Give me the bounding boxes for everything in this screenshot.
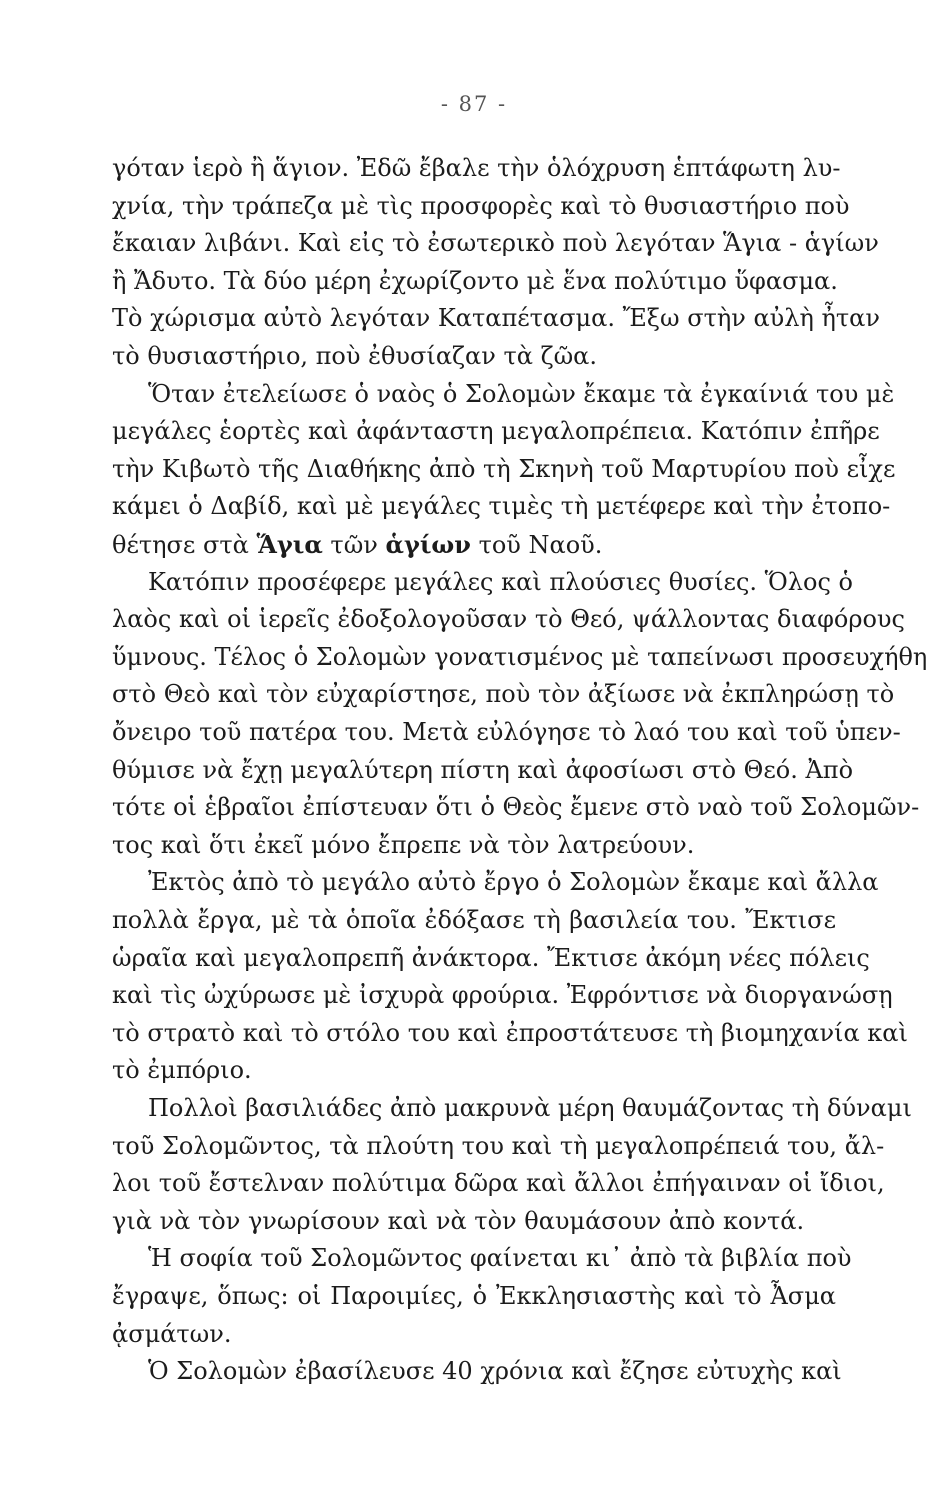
text-line: γιὰ νὰ τὸν γνωρίσουν καὶ νὰ τὸν θαυμάσουν ἀπὸ κοντά. [112,1206,805,1235]
text-line: καὶ τὶς ὠχύρωσε μὲ ἰσχυρὰ φρούρια. Ἐφρόντισε νὰ διοργανώσῃ [112,981,893,1010]
text-line: ὄνειρο τοῦ πατέρα του. Μετὰ εὐλόγησε τὸ λαό του καὶ τοῦ ὑπεν- [112,718,901,746]
text-line: Ἐκτὸς ἀπὸ τὸ μεγάλο αὐτὸ ἔργο ὁ Σολομὼν ἔκαμε καὶ ἄλλα [148,868,879,897]
text-line: ἢ Ἄδυτο. Τὰ δύο μέρη ἐχωρίζοντο μὲ ἕνα πολύτιμο ὕφασμα. [112,266,838,295]
bold-term: ἁγίων [385,530,471,559]
text-line: Πολλοὶ βασιλιάδες ἀπὸ μακρυνὰ μέρη θαυμάζοντας τὴ δύναμι [148,1094,912,1122]
text-line: ὡραῖα καὶ μεγαλοπρεπῆ ἀνάκτορα. Ἔκτισε ἀκόμη νέες πόλεις [112,943,870,972]
text-line: ὕμνους. Τέλος ὁ Σολομὼν γονατισμένος μὲ ταπείνωσι προσευχήθη [112,642,928,671]
text-line: τοῦ Σολομῶντος, τὰ πλούτη του καὶ τὴ μεγαλοπρέπειά του, ἄλ- [112,1131,885,1160]
text-line: ἔκαιαν λιβάνι. Καὶ εἰς τὸ ἐσωτερικὸ ποὺ λεγόταν Ἅγια - ἁγίων [112,229,879,258]
text-line: τότε οἱ ἑβραῖοι ἐπίστευαν ὅτι ὁ Θεὸς ἔμενε στὸ ναὸ τοῦ Σολομῶν- [112,793,920,822]
text-line: τὴν Κιβωτὸ τῆς Διαθήκης ἀπὸ τὴ Σκηνὴ τοῦ Μαρτυρίου ποὺ εἶχε [112,454,896,483]
text-line: τὸ ἐμπόριο. [112,1056,252,1085]
text-line: τος καὶ ὅτι ἐκεῖ μόνο ἔπρεπε νὰ τὸν λατρεύουν. [112,830,695,859]
text-line: Κατόπιν προσέφερε μεγάλες καὶ πλούσιες θυσίες. Ὅλος ὁ [148,567,853,596]
text-line: θύμισε νὰ ἔχῃ μεγαλύτερη πίστη καὶ ἀφοσίωσι στὸ Θεό. Ἀπὸ [112,755,854,784]
text-line: λαὸς καὶ οἱ ἱερεῖς ἐδοξολογοῦσαν τὸ Θεό, ψάλλοντας διαφόρους [112,605,905,634]
bold-term: Ἅγια [256,530,323,559]
page-number: - 87 - [440,92,508,116]
text-line: Ἡ σοφία τοῦ Σολομῶντος φαίνεται κι᾿ ἀπὸ τὰ βιβλία ποὺ [148,1244,852,1273]
text-line: λοι τοῦ ἔστελναν πολύτιμα δῶρα καὶ ἄλλοι ἐπήγαιναν οἱ ἴδιοι, [112,1169,885,1198]
text-run: τοῦ Ναοῦ. [470,531,603,559]
text-run: τῶν [322,531,386,559]
text-line: μεγάλες ἑορτὲς καὶ ἀφάνταστη μεγαλοπρέπεια. Κατόπιν ἐπῆρε [112,417,880,446]
text-run: θέτησε στὰ [112,531,257,559]
text-line: ᾀσμάτων. [112,1319,232,1348]
text-line: τὸ θυσιαστήριο, ποὺ ἐθυσίαζαν τὰ ζῶα. [112,342,597,370]
text-line: γόταν ἱερὸ ἢ ἅγιον. Ἐδῶ ἔβαλε τὴν ὁλόχρυση ἑπτάφωτη λυ- [112,154,841,182]
text-line: Ὅταν ἐτελείωσε ὁ ναὸς ὁ Σολομὼν ἔκαμε τὰ ἐγκαίνιά του μὲ [148,379,895,408]
text-line: Ὁ Σολομὼν ἐβασίλευσε 40 χρόνια καὶ ἔζησε εὐτυχὴς καὶ [148,1357,842,1386]
text-line: στὸ Θεὸ καὶ τὸν εὐχαρίστησε, ποὺ τὸν ἀξίωσε νὰ ἐκπληρώσῃ τὸ [112,680,895,709]
text-line: Τὸ χώρισμα αὐτὸ λεγόταν Καταπέτασμα. Ἔξω στὴν αὐλὴ ἦταν [112,304,880,333]
text-line: ἔγραψε, ὅπως: οἱ Παροιμίες, ὁ Ἐκκλησιαστὴς καὶ τὸ Ἆσμα [112,1282,836,1310]
text-line: χνία, τὴν τράπεζα μὲ τὶς προσφορὲς καὶ τὸ θυσιαστήριο ποὺ [112,191,850,220]
text-line: κάμει ὁ Δαβίδ, καὶ μὲ μεγάλες τιμὲς τὴ μετέφερε καὶ τὴν ἐτοπο- [112,492,891,521]
text-line [112,526,836,563]
text-line: πολλὰ ἔργα, μὲ τὰ ὁποῖα ἐδόξασε τὴ βασιλεία του. Ἔκτισε [112,906,836,934]
text-line: τὸ στρατὸ καὶ τὸ στόλο του καὶ ἐπροστάτευσε τὴ βιομηχανία καὶ [112,1018,908,1047]
